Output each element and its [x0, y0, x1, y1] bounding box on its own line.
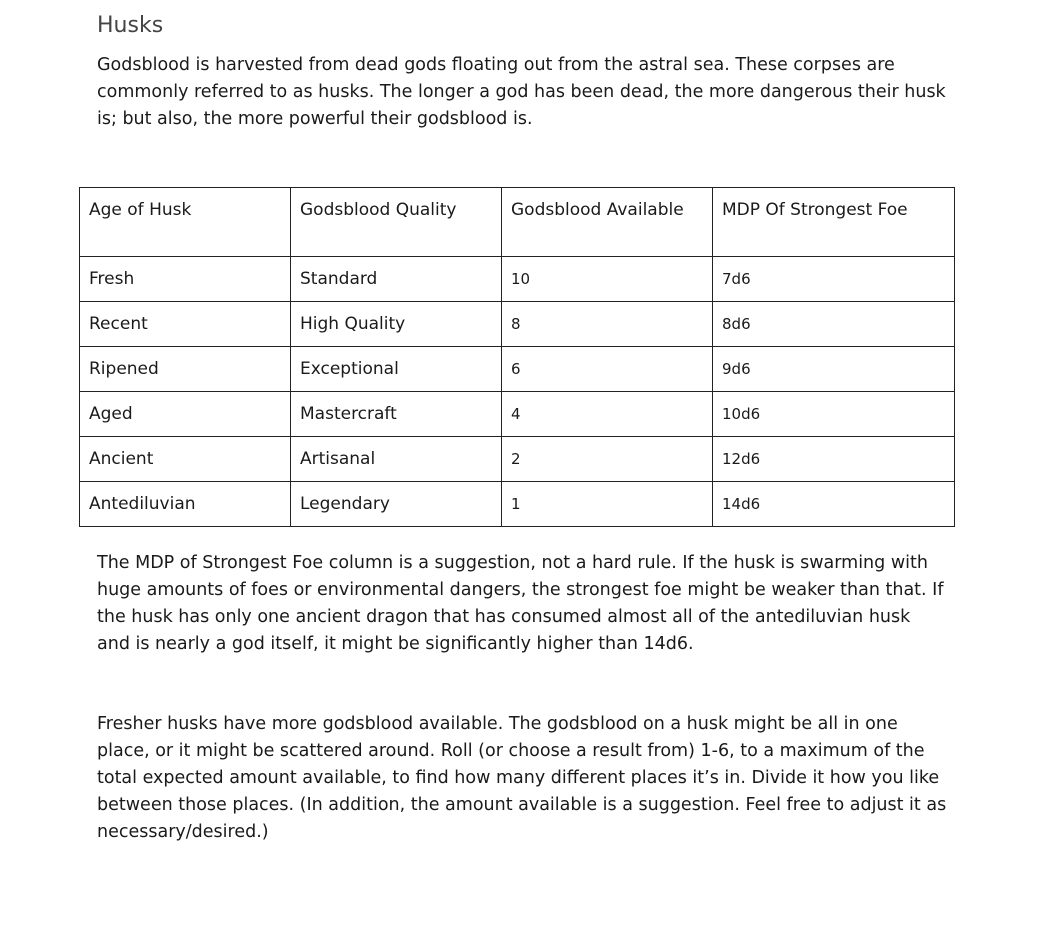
table-header-row — [80, 188, 955, 257]
intro-paragraph: Godsblood is harvested from dead gods floating out from the astral sea. These corpses are commonly referred to as husks. The longer a god has been dead, the more dangerous their husk is; but also, the more powerful their godsblood is. — [97, 55, 946, 129]
cell-available: 4 — [502, 392, 713, 437]
table-row — [80, 347, 955, 392]
table-row — [80, 302, 955, 347]
cell-quality: Exceptional — [291, 347, 502, 392]
cell-available: 8 — [502, 302, 713, 347]
cell-age: Fresh — [80, 257, 291, 302]
table-row — [80, 482, 955, 527]
cell-available: 10 — [502, 257, 713, 302]
cell-available: 6 — [502, 347, 713, 392]
table-row — [80, 392, 955, 437]
cell-available: 1 — [502, 482, 713, 527]
cell-mdp: 7d6 — [713, 257, 955, 302]
cell-quality: High Quality — [291, 302, 502, 347]
table-row — [80, 257, 955, 302]
column-header-mdp: MDP Of Strongest Foe — [713, 188, 955, 257]
table-row — [80, 437, 955, 482]
cell-mdp: 12d6 — [713, 437, 955, 482]
husk-table — [79, 187, 955, 527]
cell-available: 2 — [502, 437, 713, 482]
column-header-available: Godsblood Available — [502, 188, 713, 257]
cell-mdp: 10d6 — [713, 392, 955, 437]
cell-age: Ripened — [80, 347, 291, 392]
cell-age: Aged — [80, 392, 291, 437]
cell-mdp: 14d6 — [713, 482, 955, 527]
godsblood-note-paragraph: Fresher husks have more godsblood available. The godsblood on a husk might be all in one place, or it might be scattered around. Roll (or choose a result from) 1-6, to a maximum of the total expected amount available, to find how many different places it’s in. Divide it how you like between those places. (In addition, the amount available is a suggestion. Feel free to adjust it as necessary/desired.) — [97, 714, 947, 842]
cell-mdp: 8d6 — [713, 302, 955, 347]
cell-age: Antediluvian — [80, 482, 291, 527]
cell-quality: Standard — [291, 257, 502, 302]
section-heading: Husks — [97, 13, 164, 38]
mdp-note-paragraph: The MDP of Strongest Foe column is a suggestion, not a hard rule. If the husk is swarming with huge amounts of foes or environmental dangers, the strongest foe might be weaker than that. If the husk has only one ancient dragon that has consumed almost all of the antediluvian husk and is nearly a god itself, it might be significantly higher than 14d6. — [97, 553, 944, 654]
cell-mdp: 9d6 — [713, 347, 955, 392]
cell-quality: Mastercraft — [291, 392, 502, 437]
cell-age: Recent — [80, 302, 291, 347]
cell-quality: Artisanal — [291, 437, 502, 482]
column-header-age: Age of Husk — [80, 188, 291, 257]
column-header-quality: Godsblood Quality — [291, 188, 502, 257]
cell-quality: Legendary — [291, 482, 502, 527]
cell-age: Ancient — [80, 437, 291, 482]
